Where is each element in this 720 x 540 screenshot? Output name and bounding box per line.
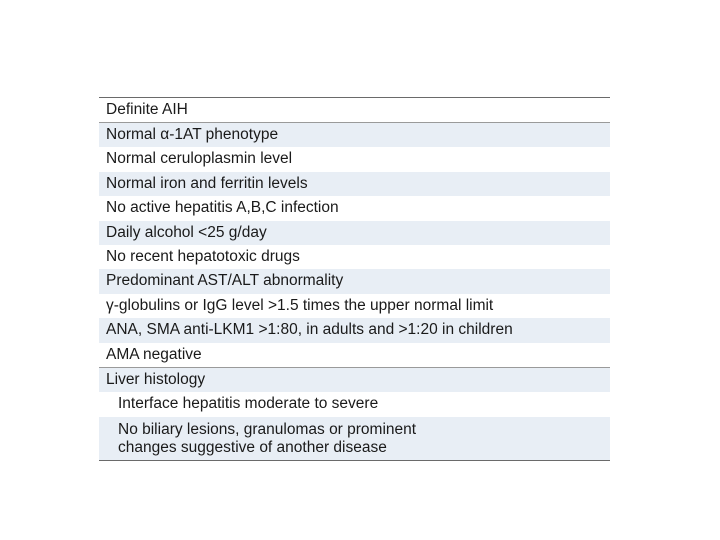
criteria-table [99, 97, 610, 461]
table-row: Normal iron and ferritin levels [99, 172, 610, 196]
table-row: Daily alcohol <25 g/day [99, 221, 610, 245]
table-row: No recent hepatotoxic drugs [106, 247, 300, 265]
table-row: No active hepatitis A,B,C infection [106, 199, 339, 217]
table-row: γ-globulins or IgG level >1.5 times the upper normal limit [106, 296, 494, 314]
table-row: Normal ceruloplasmin level [106, 150, 293, 168]
table-row: ANA, SMA anti-LKM1 >1:80, in adults and >1:20 in children [99, 318, 610, 342]
table-row: Normal α-1AT phenotype [99, 123, 610, 147]
histology-item-line: changes suggestive of another disease [118, 438, 387, 456]
histology-section-label: Liver histology [99, 367, 610, 392]
histology-item: Interface hepatitis moderate to severe [118, 395, 379, 413]
histology-item-line: No biliary lesions, granulomas or prominent [118, 420, 417, 438]
histology-item [99, 417, 610, 460]
table-row: AMA negative [106, 345, 202, 363]
table-row: Predominant AST/ALT abnormality [99, 269, 610, 293]
table-header: Definite AIH [99, 98, 610, 123]
